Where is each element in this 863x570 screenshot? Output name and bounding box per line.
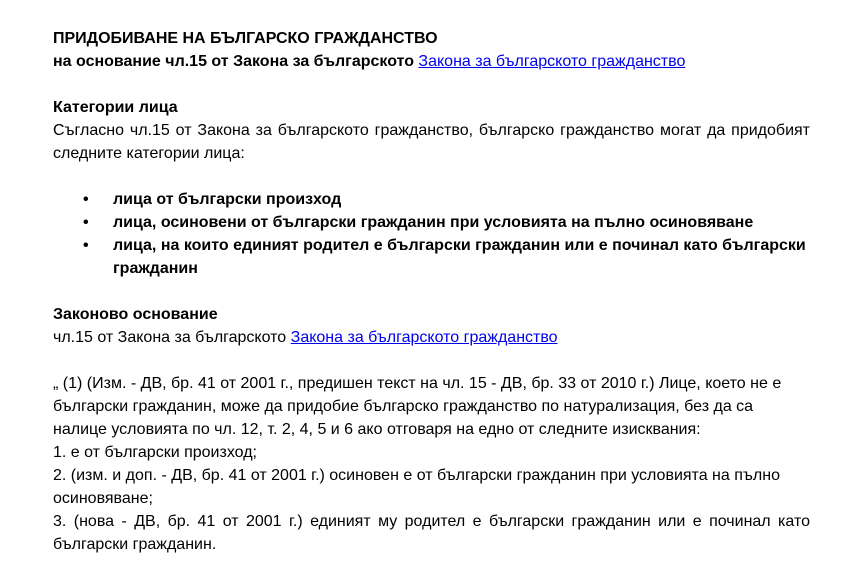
list-item (53, 188, 810, 211)
bullet-icon: • (83, 191, 89, 208)
law-link-subtitle[interactable]: Закона за българското гражданство (418, 53, 686, 70)
categories-intro: Съгласно чл.15 от Закона за българското гражданство, българско гражданство могат да придобият следните категории лица: (53, 122, 810, 162)
quote-item: 2. (изм. и доп. - ДВ, бр. 41 от 2001 г.) осиновен е от български гражданин при условията на пълно осиновяване; (53, 467, 780, 507)
spacer (53, 73, 810, 96)
bullet-icon: • (83, 214, 89, 231)
subtitle-text: на основание чл.15 от Закона за българското (53, 53, 414, 70)
list-item (53, 211, 810, 234)
page-title: ПРИДОБИВАНЕ НА БЪЛГАРСКО ГРАЖДАНСТВО (53, 30, 438, 47)
spacer (53, 165, 810, 188)
quote-item: 3. (нова - ДВ, бр. 41 от 2001 г.) единият му родител е български гражданин или е починал като български гражданин. (53, 513, 810, 553)
quote-intro: „ (1) (Изм. - ДВ, бр. 41 от 2001 г., предишен текст на чл. 15 - ДВ, бр. 33 от 2010 г.) Лице, което не е български гражданин, може да придобие българско гражданство по натурализация, без да са налице условията по чл. 12, т. 2, 4, 5 и 6 ако отговаря на едно от следните изисквания: (53, 375, 782, 438)
list-item-text: лица, на които единият родител е български гражданин или е починал като български гражданин (113, 237, 806, 277)
quote-item: 1. е от български произход; (53, 444, 257, 461)
spacer (53, 349, 810, 372)
legal-basis-text: чл.15 от Закона за българското (53, 329, 287, 346)
legal-basis-heading: Законово основание (53, 306, 218, 323)
list-item-text: лица от български произход (113, 191, 342, 208)
spacer (53, 280, 810, 303)
legal-basis-line (53, 326, 810, 349)
list-item (53, 234, 810, 280)
bullet-icon: • (83, 237, 89, 254)
law-quote (53, 372, 810, 556)
law-link-legal-basis[interactable]: Закона за българското гражданство (290, 329, 558, 346)
categories-heading: Категории лица (53, 99, 178, 116)
page-subtitle (53, 50, 810, 73)
document-body (53, 27, 810, 556)
categories-list (53, 188, 810, 280)
list-item-text: лица, осиновени от български гражданин при условията на пълно осиновяване (113, 214, 754, 231)
